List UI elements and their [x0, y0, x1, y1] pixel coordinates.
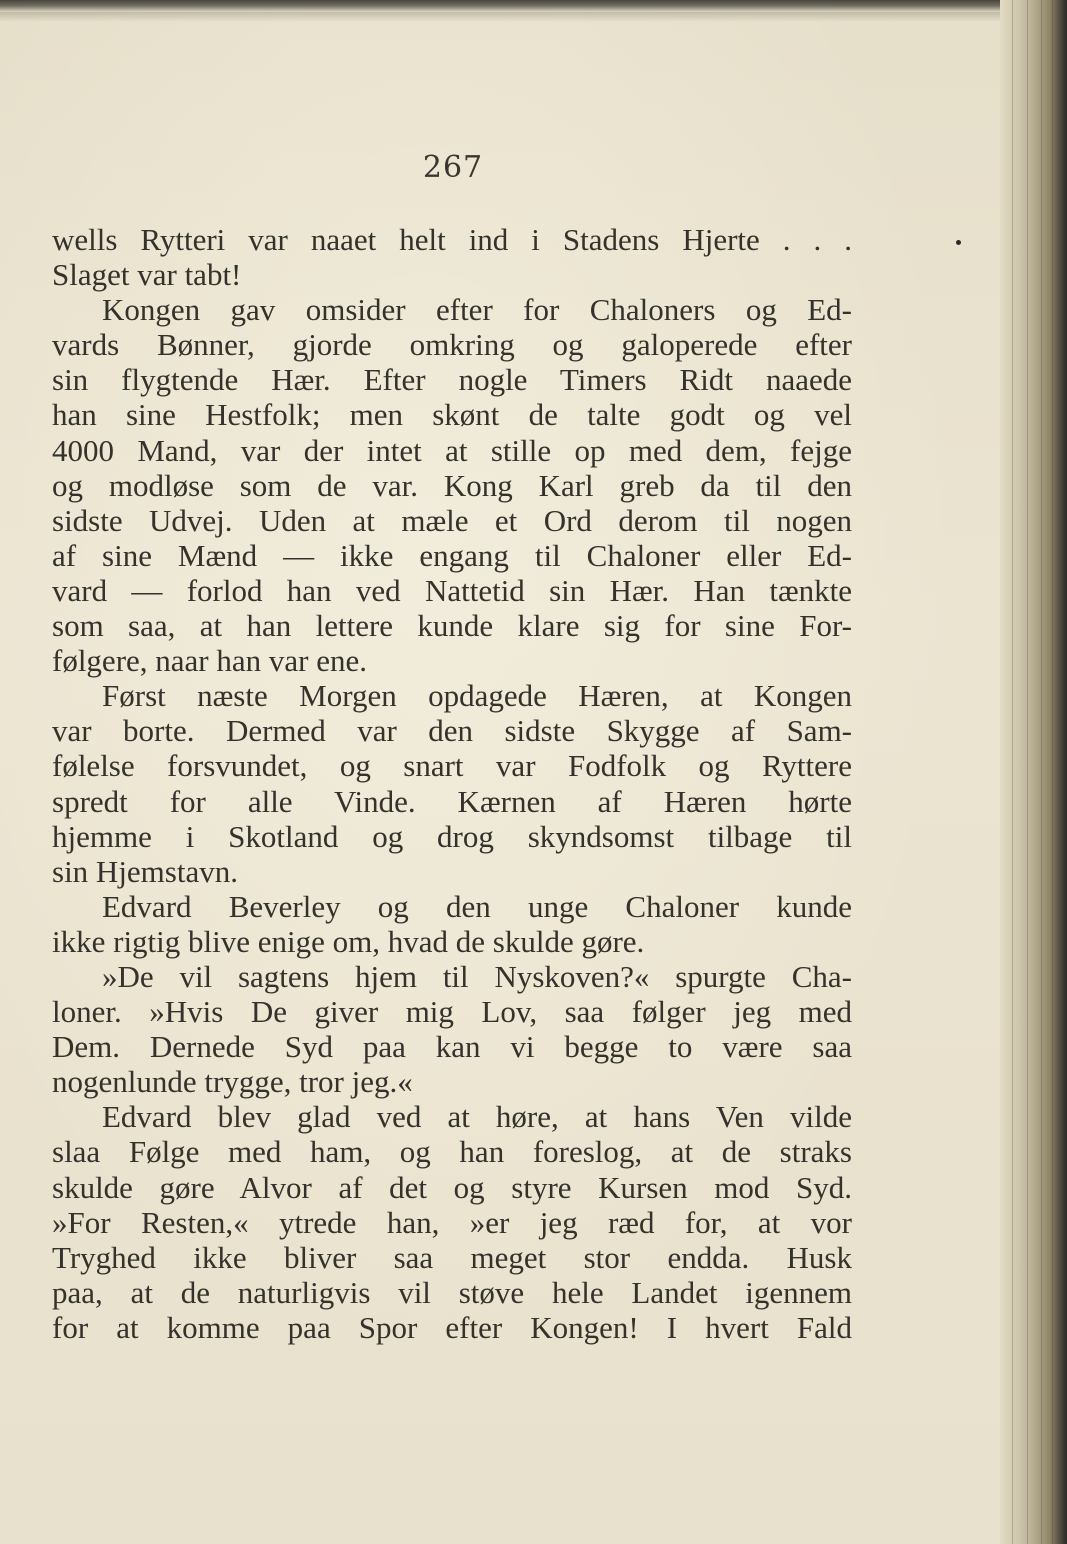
gutter-line [1027, 0, 1028, 1544]
text-line: følelse forsvundet, og snart var Fodfolk og Ryttere [52, 748, 852, 784]
page-number: 267 [422, 150, 484, 185]
text-line: som saa, at han lettere kunde klare sig for sine For- [52, 608, 852, 644]
text-line: Først næste Morgen opdagede Hæren, at Kongen [102, 678, 852, 714]
text-line: Edvard Beverley og den unge Chaloner kunde [102, 888, 852, 924]
text-line: skulde gøre Alvor af det og styre Kursen mod Syd. [52, 1169, 852, 1205]
text-line: slaa Følge med ham, og han foreslog, at de straks [52, 1134, 852, 1170]
text-line: sin flygtende Hær. Efter nogle Timers Ridt naaede [52, 362, 852, 398]
gutter-line [1041, 0, 1042, 1544]
text-line: af sine Mænd — ikke engang til Chaloner eller Ed- [52, 537, 852, 573]
ink-speck [956, 240, 961, 245]
page-body-text [52, 222, 852, 1345]
text-line: 4000 Mand, var der intet at stille op med dem, fejge [52, 432, 852, 468]
text-line: sidste Udvej. Uden at mæle et Ord derom til nogen [52, 502, 852, 538]
text-line: følgere, naar han var ene. [52, 643, 367, 679]
text-line: spredt for alle Vinde. Kærnen af Hæren hørte [52, 783, 852, 819]
text-line: Kongen gav omsider efter for Chaloners og Ed- [102, 292, 852, 328]
text-line: »De vil sagtens hjem til Nyskoven?« spurgte Cha- [102, 958, 852, 994]
text-line: vard — forlod han ved Nattetid sin Hær. Han tænkte [52, 572, 852, 608]
text-line: sin Hjemstavn. [52, 853, 238, 889]
book-gutter [1000, 0, 1067, 1544]
gutter-line [1052, 0, 1053, 1544]
page-top-shadow [0, 12, 1010, 22]
text-line: vards Bønner, gjorde omkring og galoperede efter [52, 327, 852, 363]
text-line: loner. »Hvis De giver mig Lov, saa følger jeg med [52, 994, 852, 1030]
gutter-line [1012, 0, 1013, 1544]
page-top-edge [0, 0, 1067, 12]
text-line: var borte. Dermed var den sidste Skygge af Sam- [52, 713, 852, 749]
text-line: Edvard blev glad ved at høre, at hans Ven vilde [102, 1099, 852, 1135]
text-line: for at komme paa Spor efter Kongen! I hvert Fald [52, 1309, 852, 1345]
text-line: wells Rytteri var naaet helt ind i Stadens Hjerte . . . [52, 222, 852, 257]
text-line: og modløse som de var. Kong Karl greb da til den [52, 467, 852, 503]
text-line: »For Resten,« ytrede han, »er jeg ræd for, at vor [52, 1204, 852, 1240]
text-line: nogenlunde trygge, tror jeg.« [52, 1064, 413, 1100]
text-line: ikke rigtig blive enige om, hvad de skulde gøre. [52, 923, 645, 959]
text-line: hjemme i Skotland og drog skyndsomst tilbage til [52, 818, 852, 854]
text-line: Slaget var tabt! [52, 257, 242, 293]
text-line: Tryghed ikke bliver saa meget stor endda. Husk [52, 1239, 852, 1275]
text-line: han sine Hestfolk; men skønt de talte godt og vel [52, 397, 852, 433]
text-line: paa, at de naturligvis vil støve hele Landet igennem [52, 1274, 852, 1310]
text-line: Dem. Dernede Syd paa kan vi begge to være saa [52, 1029, 852, 1065]
